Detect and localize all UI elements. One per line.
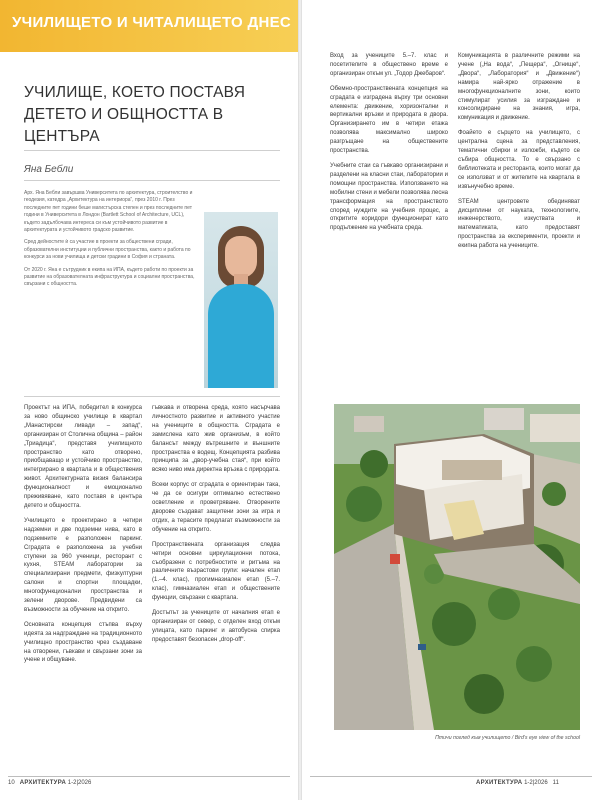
aerial-rendering (334, 404, 580, 730)
footer-left (8, 780, 91, 786)
body-column-right-1 (330, 52, 448, 392)
body-paragraph: Основната концепция стъпва върху идеята за надграждане на традиционното училищно пространство чрез създаване на отворени, гъвкави и свързани зони за учене и общуване. (24, 621, 142, 664)
bio-paragraph: Сред дейностите ѝ са участие в проекти за обществени сгради, образователни институции и публични пространства, както и работа по конкурси за нови училища и детски градини в София и страната. (24, 239, 191, 261)
portrait-blouse (208, 284, 274, 388)
bio-paragraph: Арх. Яна Бебли завършва Университета по архитектура, строителство и геодезия, катедра „Архитектура на интериора“, през 2010 г. През последните пет години беше магистърска степен и през последните пет години в Университета в Лондон (Bartlett School of Architecture, UCL), където задълбочава интереса си към устойчивото развитие в архитектурата и устойчивото градско развитие. (24, 190, 193, 234)
author-name: Яна Бебли (24, 164, 74, 175)
bio-paragraph: От 2020 г. Яна е сътрудник в екипа на ИПА, където работи по проекти за развитие на образователната инфраструктура и социални пространства, свързани с общността. (24, 266, 195, 288)
body-paragraph: Достъпът за учениците от началния етап е организиран от север, с отделен вход откъм улицата, като паркинг и автобусна спирка предоставят безопасен „drop-off“. (152, 610, 280, 643)
photo-caption: Птичи поглед към училището / Bird's eye view of the school (435, 735, 580, 741)
page-number-right: 11 (552, 780, 559, 786)
body-paragraph: Фоайето е сърцето на училището, с централна сцена за представления, тематични сбирки и изложби, където се събира общността. То е свързано с библиотеката и ресторанта, които могат да се използват и от жителите на квартала в извънучебно време. (458, 130, 580, 190)
body-paragraph: Училището е проектирано в четири надземни и две подземни нива, като в подземните е разположен паркинг. Сградата е разположена за учебни ступени за 960 ученици, ресторант с кухня, STEAM лаборатории за специализирани предмети, физкултурни салони и спортни площадки, многофункционални пространства и зелени дворове. Предвидени са възможности за обучение на открито. (24, 517, 142, 613)
school-aerial-photo (334, 404, 580, 730)
body-paragraph: Всеки корпус от сградата е ориентиран така, че да се осигури оптимално естествено осветление и проветряване. Отворените дворове създават защитени зони за игра и отдих, а терасите предлагат възможности за обучение на открито. (152, 482, 280, 533)
title-divider (24, 150, 280, 151)
author-portrait (204, 212, 278, 388)
footer-rule-right (310, 776, 592, 777)
author-divider (24, 180, 280, 181)
body-column-right-2 (458, 52, 580, 392)
body-paragraph: Комуникацията в различните режими на учене („На вода“, „Пещера“, „Огнище“, „Двора“, „Лаборатория“ и „Движение“) намира най-ярко отражение в многофункционалните зони, които стимулират усилия за изграждане и консолидиране на знания, игра, комуникация и движение. (458, 53, 580, 122)
section-title: УЧИЛИЩЕТО И ЧИТАЛИЩЕТО ДНЕС (12, 14, 292, 31)
article-title: УЧИЛИЩЕ, КОЕТО ПОСТАВЯ ДЕТЕТО И ОБЩНОСТТА В ЦЕНТЪРА (24, 84, 246, 145)
body-paragraph: Проектът на ИПА, победител в конкурса за ново общинско училище в квартал „Манастирски ливади – запад“, организиран от Столична община – район „Триадица“, представя училищното пространство като отворено, приобщаващо и устойчиво пространство, интегрирано в квартала и в обществения живот. Архитектурната визия балансира функционалност и емоционално преживяване, като поставя в центъра детето и общността. (24, 405, 142, 509)
body-column-middle (152, 404, 280, 768)
magazine-name-right: АРХИТЕКТУРА (476, 780, 523, 786)
magazine-name-left: АРХИТЕКТУРА (19, 780, 67, 786)
body-paragraph: STEAM центровете обединяват дисциплини от науката, технологиите, инженерството, изкуствата и математиката, като предоставят пространства за експерименти, проекти и екипна работа на учениците. (458, 198, 580, 250)
footer-right (476, 780, 559, 786)
bio-divider (24, 396, 280, 397)
body-paragraph: Пространствената организация следва четири основни циркулационни потока, съобразени с потребностите и ритъма на различните възрастови групи: начален етап (1.–4. клас), прогимназиален етап (5.–7. клас), гимназиален етап и обществените функции, свързани с квартала. (152, 541, 280, 602)
body-column-left (24, 404, 142, 768)
author-bio (24, 190, 198, 294)
body-paragraph: Вход за учениците 5.–7. клас и посетителите в обществено време е организиран откъм ул. „Тодор Джебаров“. (330, 53, 448, 77)
left-page (0, 0, 298, 800)
page-number-left: 10 (8, 780, 15, 786)
issue-left: 1-2|2026 (67, 780, 92, 786)
section-banner (0, 0, 298, 52)
body-paragraph: Учебните стаи са гъвкаво организирани и разделени на класни стаи, лаборатории и помощни пространства. Използването на мобилни стени и мебели позволява лесна трансформация на пространството според нуждите на учебния процес, а откритите коридори функционират като продължение на учебната среда. (330, 162, 448, 232)
body-paragraph: гъвкава и отворена среда, която насърчава личностното развитие и активното участие на учениците в общността. Сградата е замислена като жив организъм, в който балансът между вътрешните и външните пространства е водещ. Концепцията разбива принципа за „двор-учебна стая“, при който всяко ниво има директна връзка с природата. (152, 405, 280, 474)
body-paragraph: Обемно-пространствената концепция на сградата е изградена върху три основни елемента: движение, хоризонтални и вертикални връзки и природата в двора. Организирането им в четири етажа позволява максимално широко разгръщане на обществените пространства. (330, 85, 448, 155)
footer-rule-left (8, 776, 290, 777)
issue-right: 1-2|2026 (524, 780, 548, 786)
portrait-face (225, 236, 257, 278)
